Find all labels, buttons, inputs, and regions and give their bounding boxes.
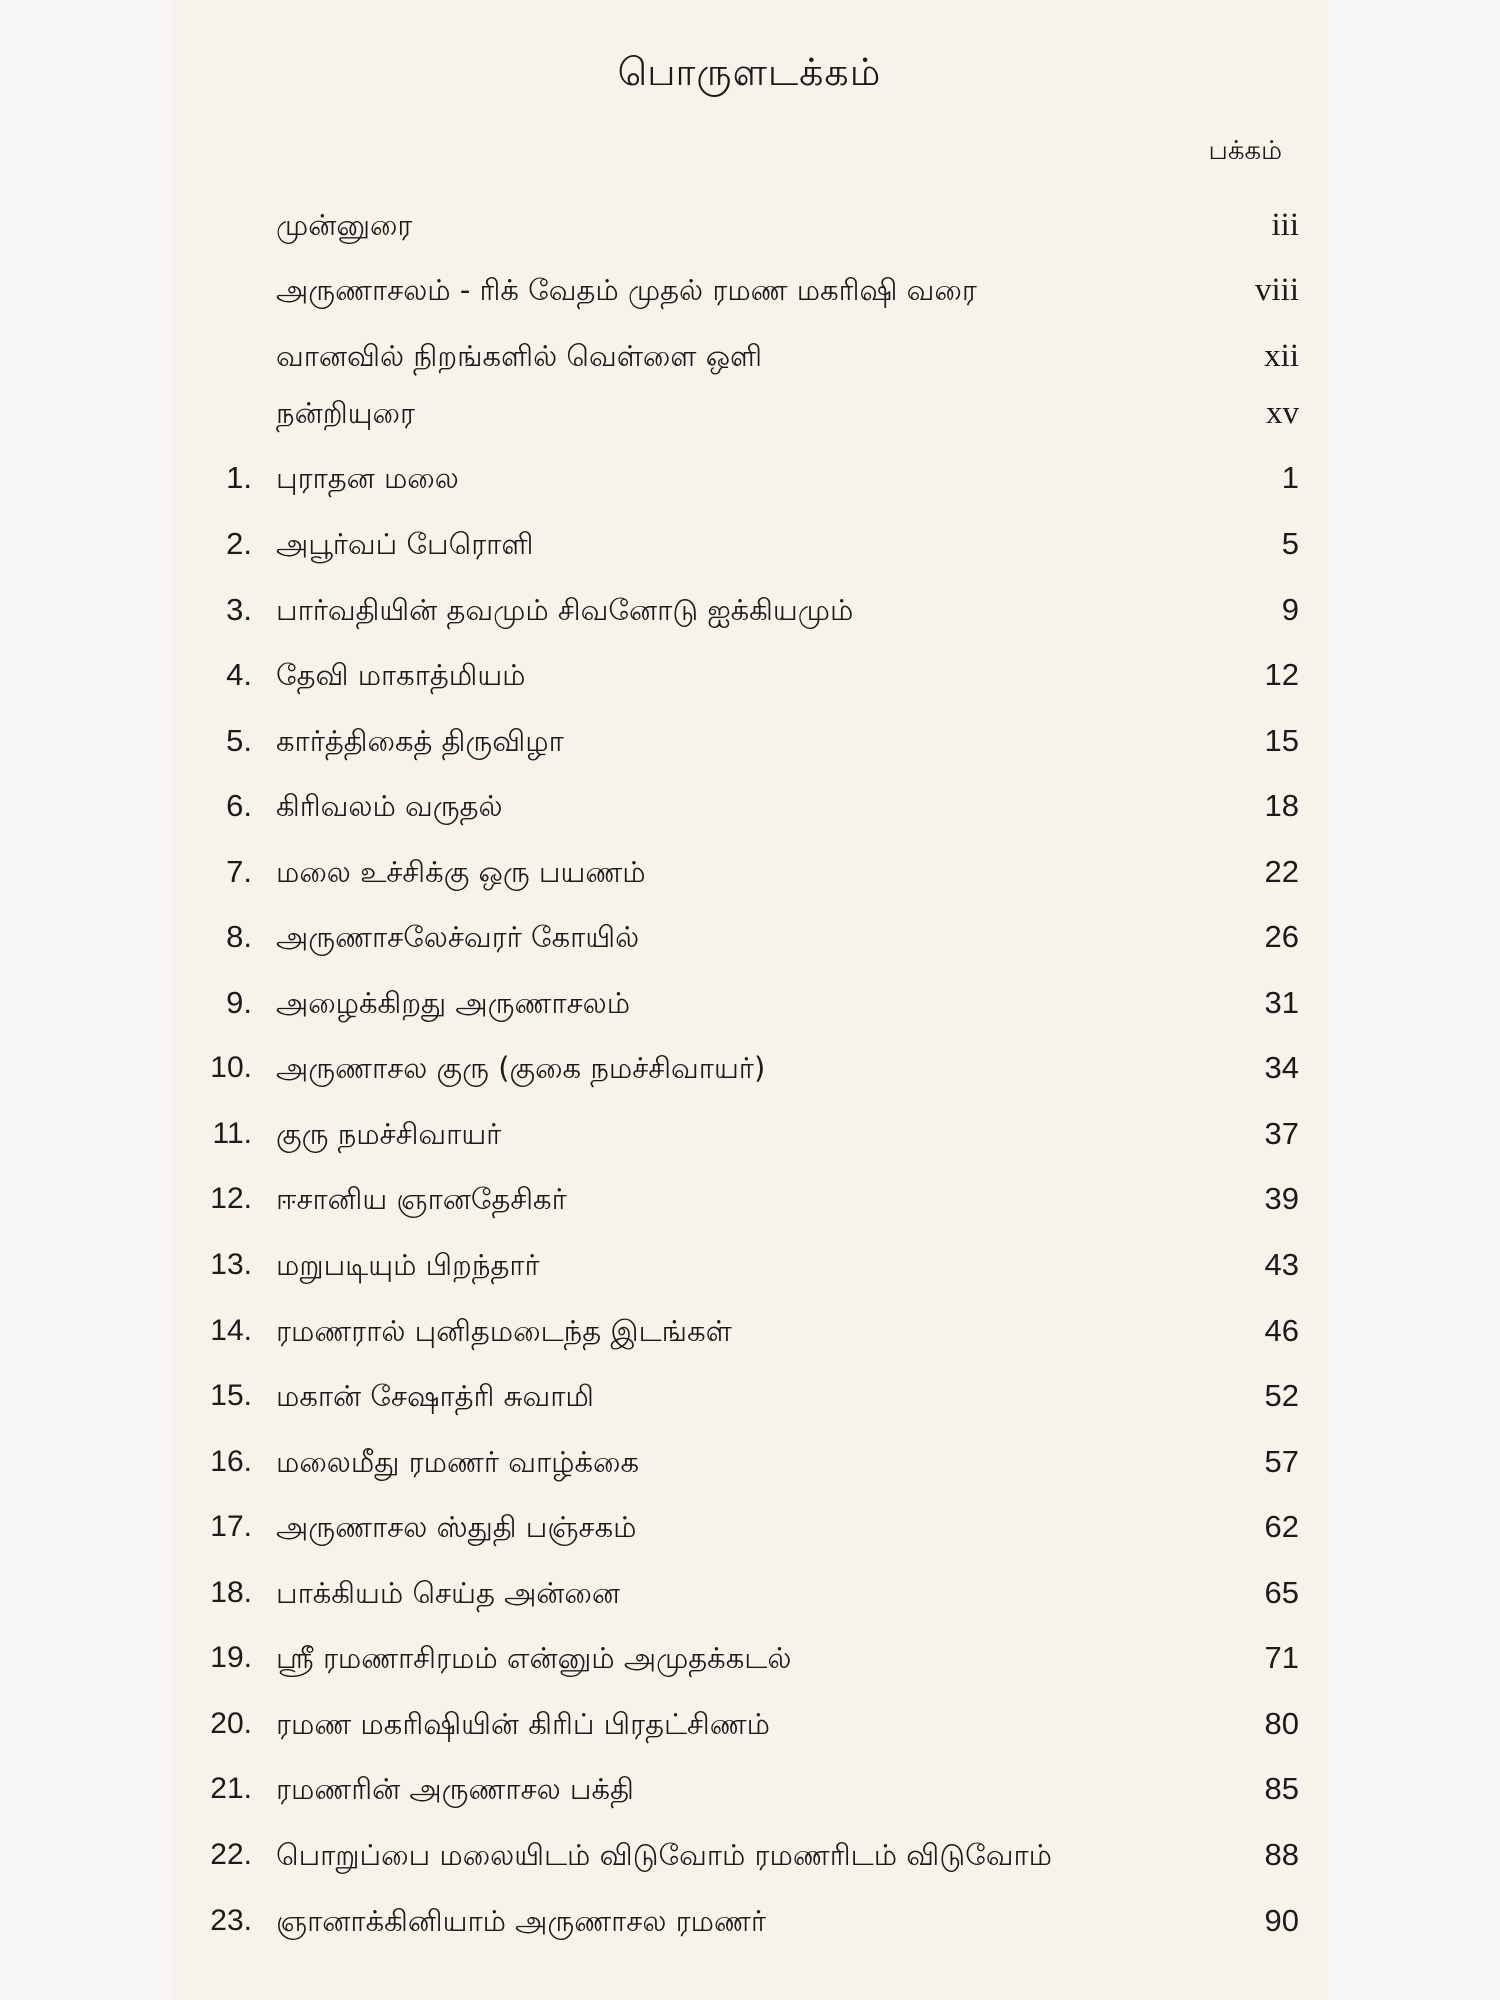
chapter-title: அபூர்வப் பேரொளி [276,527,534,561]
chapter-title: ஸ்ரீ ரமணாசிரமம் என்னும் அமுதக்கடல் [276,1641,792,1675]
chapter-number: 14. [210,1314,252,1347]
chapter-page: 65 [1264,1575,1299,1610]
chapter-title: அருணாசலேச்வரர் கோயில் [276,920,640,954]
chapter-page: 37 [1264,1116,1299,1151]
chapter-number: 6. [226,788,252,823]
toc-entry-title: நன்றியுரை [276,396,415,430]
toc-front-entry [172,262,1327,318]
toc-chapter-entry [172,1827,1327,1883]
chapter-number: 2. [226,526,252,561]
toc-chapter-entry [172,1499,1327,1555]
chapter-title: கிரிவலம் வருதல் [276,789,503,823]
toc-chapter-entry [172,582,1327,638]
chapter-page: 43 [1264,1247,1299,1282]
chapter-page: 1 [1281,460,1299,495]
chapter-number: 10. [210,1051,252,1084]
chapter-number: 19. [210,1641,252,1674]
chapter-number: 9. [226,985,252,1020]
toc-chapter-entry [172,1171,1327,1227]
page-column-label: பக்கம் [1208,136,1282,166]
chapter-title: பார்வதியின் தவமும் சிவனோடு ஐக்கியமும் [276,593,854,627]
chapter-title: ரமணரால் புனிதமடைந்த இடங்கள் [276,1314,732,1348]
toc-chapter-entry [172,1893,1327,1949]
toc-front-entry [172,197,1327,253]
chapter-number: 18. [210,1576,252,1609]
toc-chapter-entry [172,1761,1327,1817]
chapter-page: 57 [1264,1444,1299,1479]
chapter-title: அழைக்கிறது அருணாசலம் [276,986,631,1020]
chapter-number: 13. [210,1248,252,1281]
chapter-page: 88 [1264,1837,1299,1872]
chapter-title: மகான் சேஷாத்ரி சுவாமி [276,1379,594,1413]
chapter-page: 52 [1264,1378,1299,1413]
toc-chapter-entry [172,1434,1327,1490]
chapter-title: ஞானாக்கினியாம் அருணாசல ரமணர் [276,1904,767,1938]
chapter-page: 39 [1264,1181,1299,1216]
toc-entry-title: அருணாசலம் - ரிக் வேதம் முதல் ரமண மகரிஷி வரை [276,273,977,307]
chapter-title: கார்த்திகைத் திருவிழா [276,724,564,758]
toc-entry-page: iii [1271,207,1299,243]
chapter-title: மலை உச்சிக்கு ஒரு பயணம் [276,855,646,889]
toc-chapter-entry [172,1237,1327,1293]
chapter-number: 12. [210,1182,252,1215]
chapter-number: 8. [226,919,252,954]
toc-chapter-entry [172,844,1327,900]
chapter-page: 22 [1264,854,1299,889]
toc-chapter-entry [172,1368,1327,1424]
toc-front-entry [172,328,1327,384]
chapter-title: பொறுப்பை மலையிடம் விடுவோம் ரமணரிடம் விடுவோம் [276,1838,1052,1872]
toc-chapter-entry [172,778,1327,834]
chapter-page: 5 [1281,526,1299,561]
chapter-page: 26 [1264,919,1299,954]
chapter-page: 18 [1264,788,1299,823]
toc-chapter-entry [172,909,1327,965]
chapter-page: 80 [1264,1706,1299,1741]
book-page [172,0,1327,2000]
chapter-title: பாக்கியம் செய்த அன்னை [276,1576,620,1610]
chapter-number: 23. [210,1904,252,1937]
toc-chapter-entry [172,647,1327,703]
toc-chapter-entry [172,1303,1327,1359]
chapter-page: 71 [1264,1640,1299,1675]
chapter-number: 21. [210,1772,252,1805]
chapter-title: மறுபடியும் பிறந்தார் [276,1248,540,1282]
chapter-number: 4. [226,657,252,692]
toc-chapter-entry [172,516,1327,572]
chapter-number: 16. [210,1445,252,1478]
toc-chapter-entry [172,713,1327,769]
chapter-number: 1. [226,460,252,495]
toc-entry-page: xii [1264,338,1299,374]
chapter-title: அருணாசல குரு (குகை நமச்சிவாயர்) [276,1051,766,1085]
toc-entry-title: முன்னுரை [276,208,413,242]
toc-front-entry [172,385,1327,441]
chapter-title: தேவி மாகாத்மியம் [276,658,526,692]
chapter-number: 20. [210,1707,252,1740]
chapter-page: 15 [1264,723,1299,758]
chapter-page: 85 [1264,1771,1299,1806]
toc-chapter-entry [172,1040,1327,1096]
toc-entry-page: xv [1266,395,1299,431]
page-title: பொருளடக்கம் [617,50,882,94]
chapter-number: 15. [210,1379,252,1412]
toc-chapter-entry [172,1106,1327,1162]
toc-chapter-entry [172,1630,1327,1686]
chapter-number: 17. [210,1510,252,1543]
chapter-page: 46 [1264,1313,1299,1348]
toc-entry-page: viii [1254,272,1299,308]
chapter-title: குரு நமச்சிவாயர் [276,1117,502,1151]
toc-chapter-entry [172,1696,1327,1752]
chapter-number: 5. [226,723,252,758]
chapter-page: 9 [1281,592,1299,627]
chapter-number: 11. [212,1117,252,1150]
chapter-title: ரமண மகரிஷியின் கிரிப் பிரதட்சிணம் [276,1707,771,1741]
toc-chapter-entry [172,1565,1327,1621]
chapter-title: மலைமீது ரமணர் வாழ்க்கை [276,1445,640,1479]
toc-chapter-entry [172,975,1327,1031]
chapter-number: 22. [210,1838,252,1871]
chapter-number: 7. [226,854,252,889]
chapter-page: 90 [1264,1903,1299,1938]
chapter-page: 62 [1264,1509,1299,1544]
chapter-title: அருணாசல ஸ்துதி பஞ்சகம் [276,1510,637,1544]
chapter-number: 3. [226,592,252,627]
chapter-title: புராதன மலை [276,461,459,495]
chapter-page: 31 [1264,985,1299,1020]
chapter-page: 34 [1264,1050,1299,1085]
toc-entry-title: வானவில் நிறங்களில் வெள்ளை ஒளி [276,339,763,373]
chapter-page: 12 [1264,657,1299,692]
chapter-title: ஈசானிய ஞானதேசிகர் [276,1182,567,1216]
chapter-title: ரமணரின் அருணாசல பக்தி [276,1772,634,1806]
toc-chapter-entry [172,450,1327,506]
